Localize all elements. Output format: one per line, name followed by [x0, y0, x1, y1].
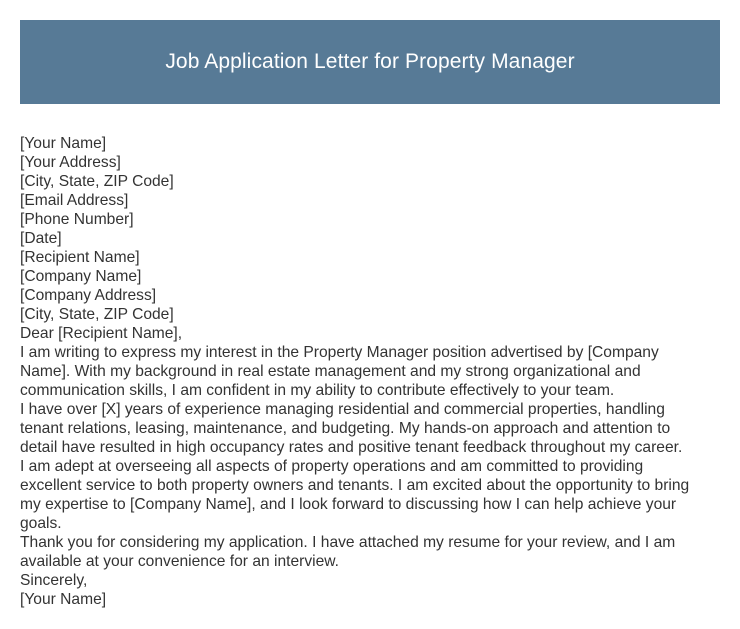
- paragraph-line: Name]. With my background in real estate management and my strong organizational and: [20, 363, 641, 380]
- paragraph-line: Thank you for considering my application. I have attached my resume for your review, and I am: [20, 534, 676, 551]
- sender-phone: [Phone Number]: [20, 211, 134, 228]
- paragraph-commitment: [20, 457, 720, 533]
- paragraph-line: goals.: [20, 515, 62, 532]
- paragraph-line: available at your convenience for an interview.: [20, 553, 339, 570]
- salutation: Dear [Recipient Name],: [20, 325, 183, 342]
- page-title: Job Application Letter for Property Manager: [165, 50, 575, 73]
- letter-body: [20, 134, 720, 609]
- paragraph-line: I am adept at overseeing all aspects of property operations and am committed to providing: [20, 458, 644, 475]
- paragraph-thanks: [20, 533, 720, 571]
- letter-date: [Date]: [20, 230, 62, 247]
- sender-name: [Your Name]: [20, 135, 107, 152]
- paragraph-line: tenant relations, leasing, maintenance, and budgeting. My hands-on approach and attention to: [20, 420, 671, 437]
- sender-email: [Email Address]: [20, 192, 129, 209]
- paragraph-line: I have over [X] years of experience managing residential and commercial properties, handling: [20, 401, 665, 418]
- paragraph-line: communication skills, I am confident in my ability to contribute effectively to your team.: [20, 382, 615, 399]
- company-address: [Company Address]: [20, 287, 157, 304]
- paragraph-interest: [20, 343, 720, 400]
- signature-name: [Your Name]: [20, 591, 107, 608]
- paragraph-line: detail have resulted in high occupancy rates and positive tenant feedback throughout my career.: [20, 439, 683, 456]
- recipient-name: [Recipient Name]: [20, 249, 140, 266]
- paragraph-line: my expertise to [Company Name], and I look forward to discussing how I can help achieve your: [20, 496, 677, 513]
- sender-address: [Your Address]: [20, 154, 121, 171]
- paragraph-experience: [20, 400, 720, 457]
- paragraph-line: excellent service to both property owners and tenants. I am excited about the opportunity to bring: [20, 477, 690, 494]
- paragraph-line: I am writing to express my interest in the Property Manager position advertised by [Company: [20, 344, 659, 361]
- closing: Sincerely,: [20, 572, 88, 589]
- company-name: [Company Name]: [20, 268, 142, 285]
- title-banner: [20, 20, 720, 104]
- company-city-state-zip: [City, State, ZIP Code]: [20, 306, 174, 323]
- sender-city-state-zip: [City, State, ZIP Code]: [20, 173, 174, 190]
